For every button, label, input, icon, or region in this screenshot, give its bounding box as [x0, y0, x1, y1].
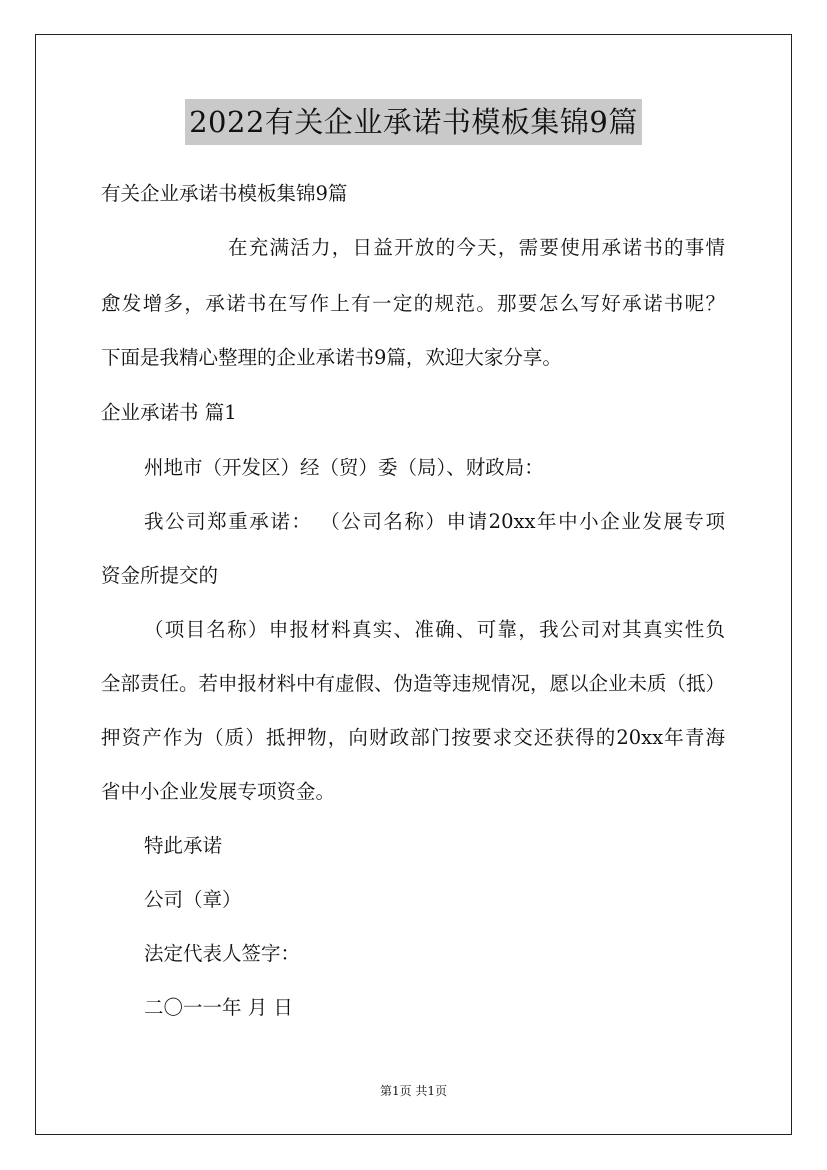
body-line-6: 省中小企业发展专项资金。: [101, 780, 336, 803]
intro-line-2: 愈发增多，承诺书在写作上有一定的规范。那要怎么写好承诺书呢？: [101, 292, 725, 315]
intro-line-3: 下面是我精心整理的企业承诺书9篇，欢迎大家分享。: [101, 346, 562, 369]
company-seal: 公司（章）: [144, 888, 242, 911]
body-line-4: 全部责任。若申报材料中有虚假、伪造等违规情况，愿以企业未质（抵）: [101, 672, 726, 695]
intro-line-1: 在充满活力，日益开放的今天，需要使用承诺书的事情: [228, 236, 725, 259]
body-line-2: 资金所提交的: [101, 564, 219, 587]
document-title: 2022有关企业承诺书模板集锦9篇: [185, 99, 642, 145]
addressee: 州地市（开发区）经（贸）委（局）、财政局：: [144, 456, 544, 479]
body-line-5: 押资产作为（质）抵押物，向财政部门按要求交还获得的20xx年青海: [101, 726, 725, 749]
body-line-3: （项目名称）申报材料真实、准确、可靠，我公司对其真实性负: [144, 618, 725, 641]
document-subtitle: 有关企业承诺书模板集锦9篇: [101, 182, 348, 205]
date-line: 二〇一一年 月 日: [144, 996, 293, 1019]
closing-text: 特此承诺: [144, 834, 223, 857]
page-footer: 第1页 共1页: [379, 1084, 448, 1098]
body-line-1: 我公司郑重承诺： （公司名称）申请20xx年中小企业发展专项: [144, 510, 725, 533]
signature-line: 法定代表人签字：: [144, 942, 301, 965]
title-container: [0, 99, 827, 145]
section-heading: 企业承诺书 篇1: [101, 401, 237, 424]
